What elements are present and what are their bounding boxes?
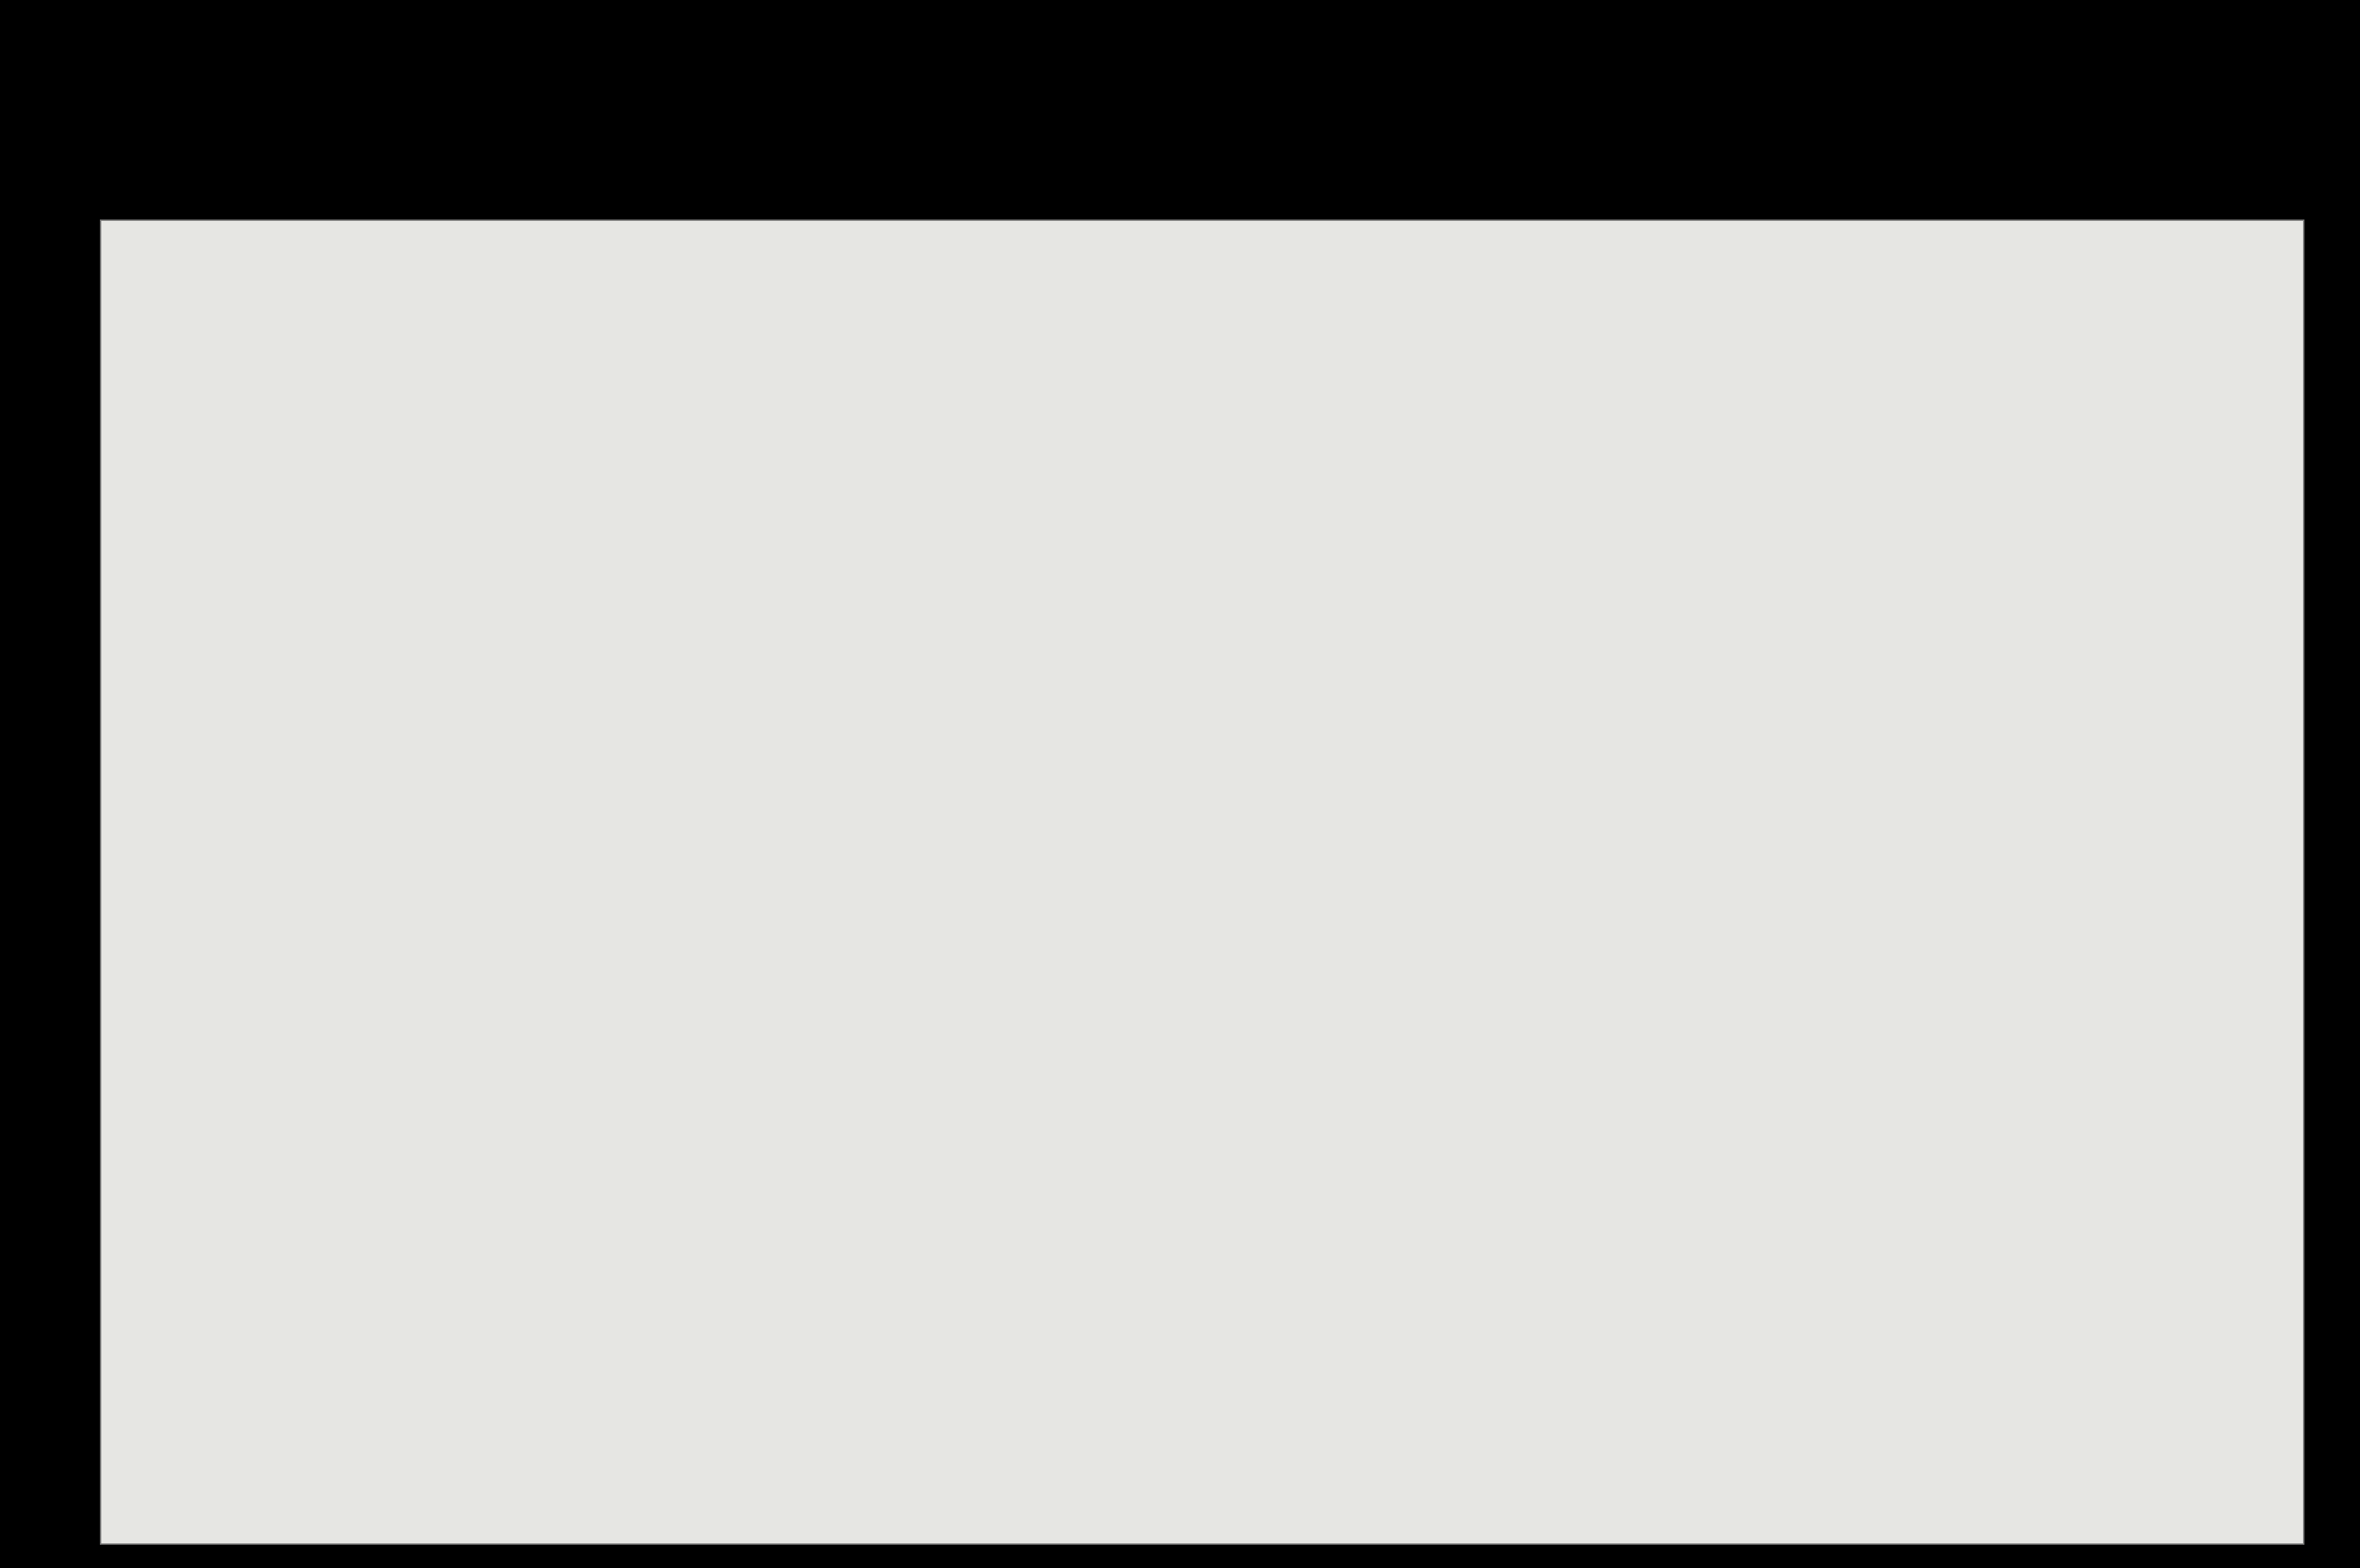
- census-card: [100, 219, 2304, 1545]
